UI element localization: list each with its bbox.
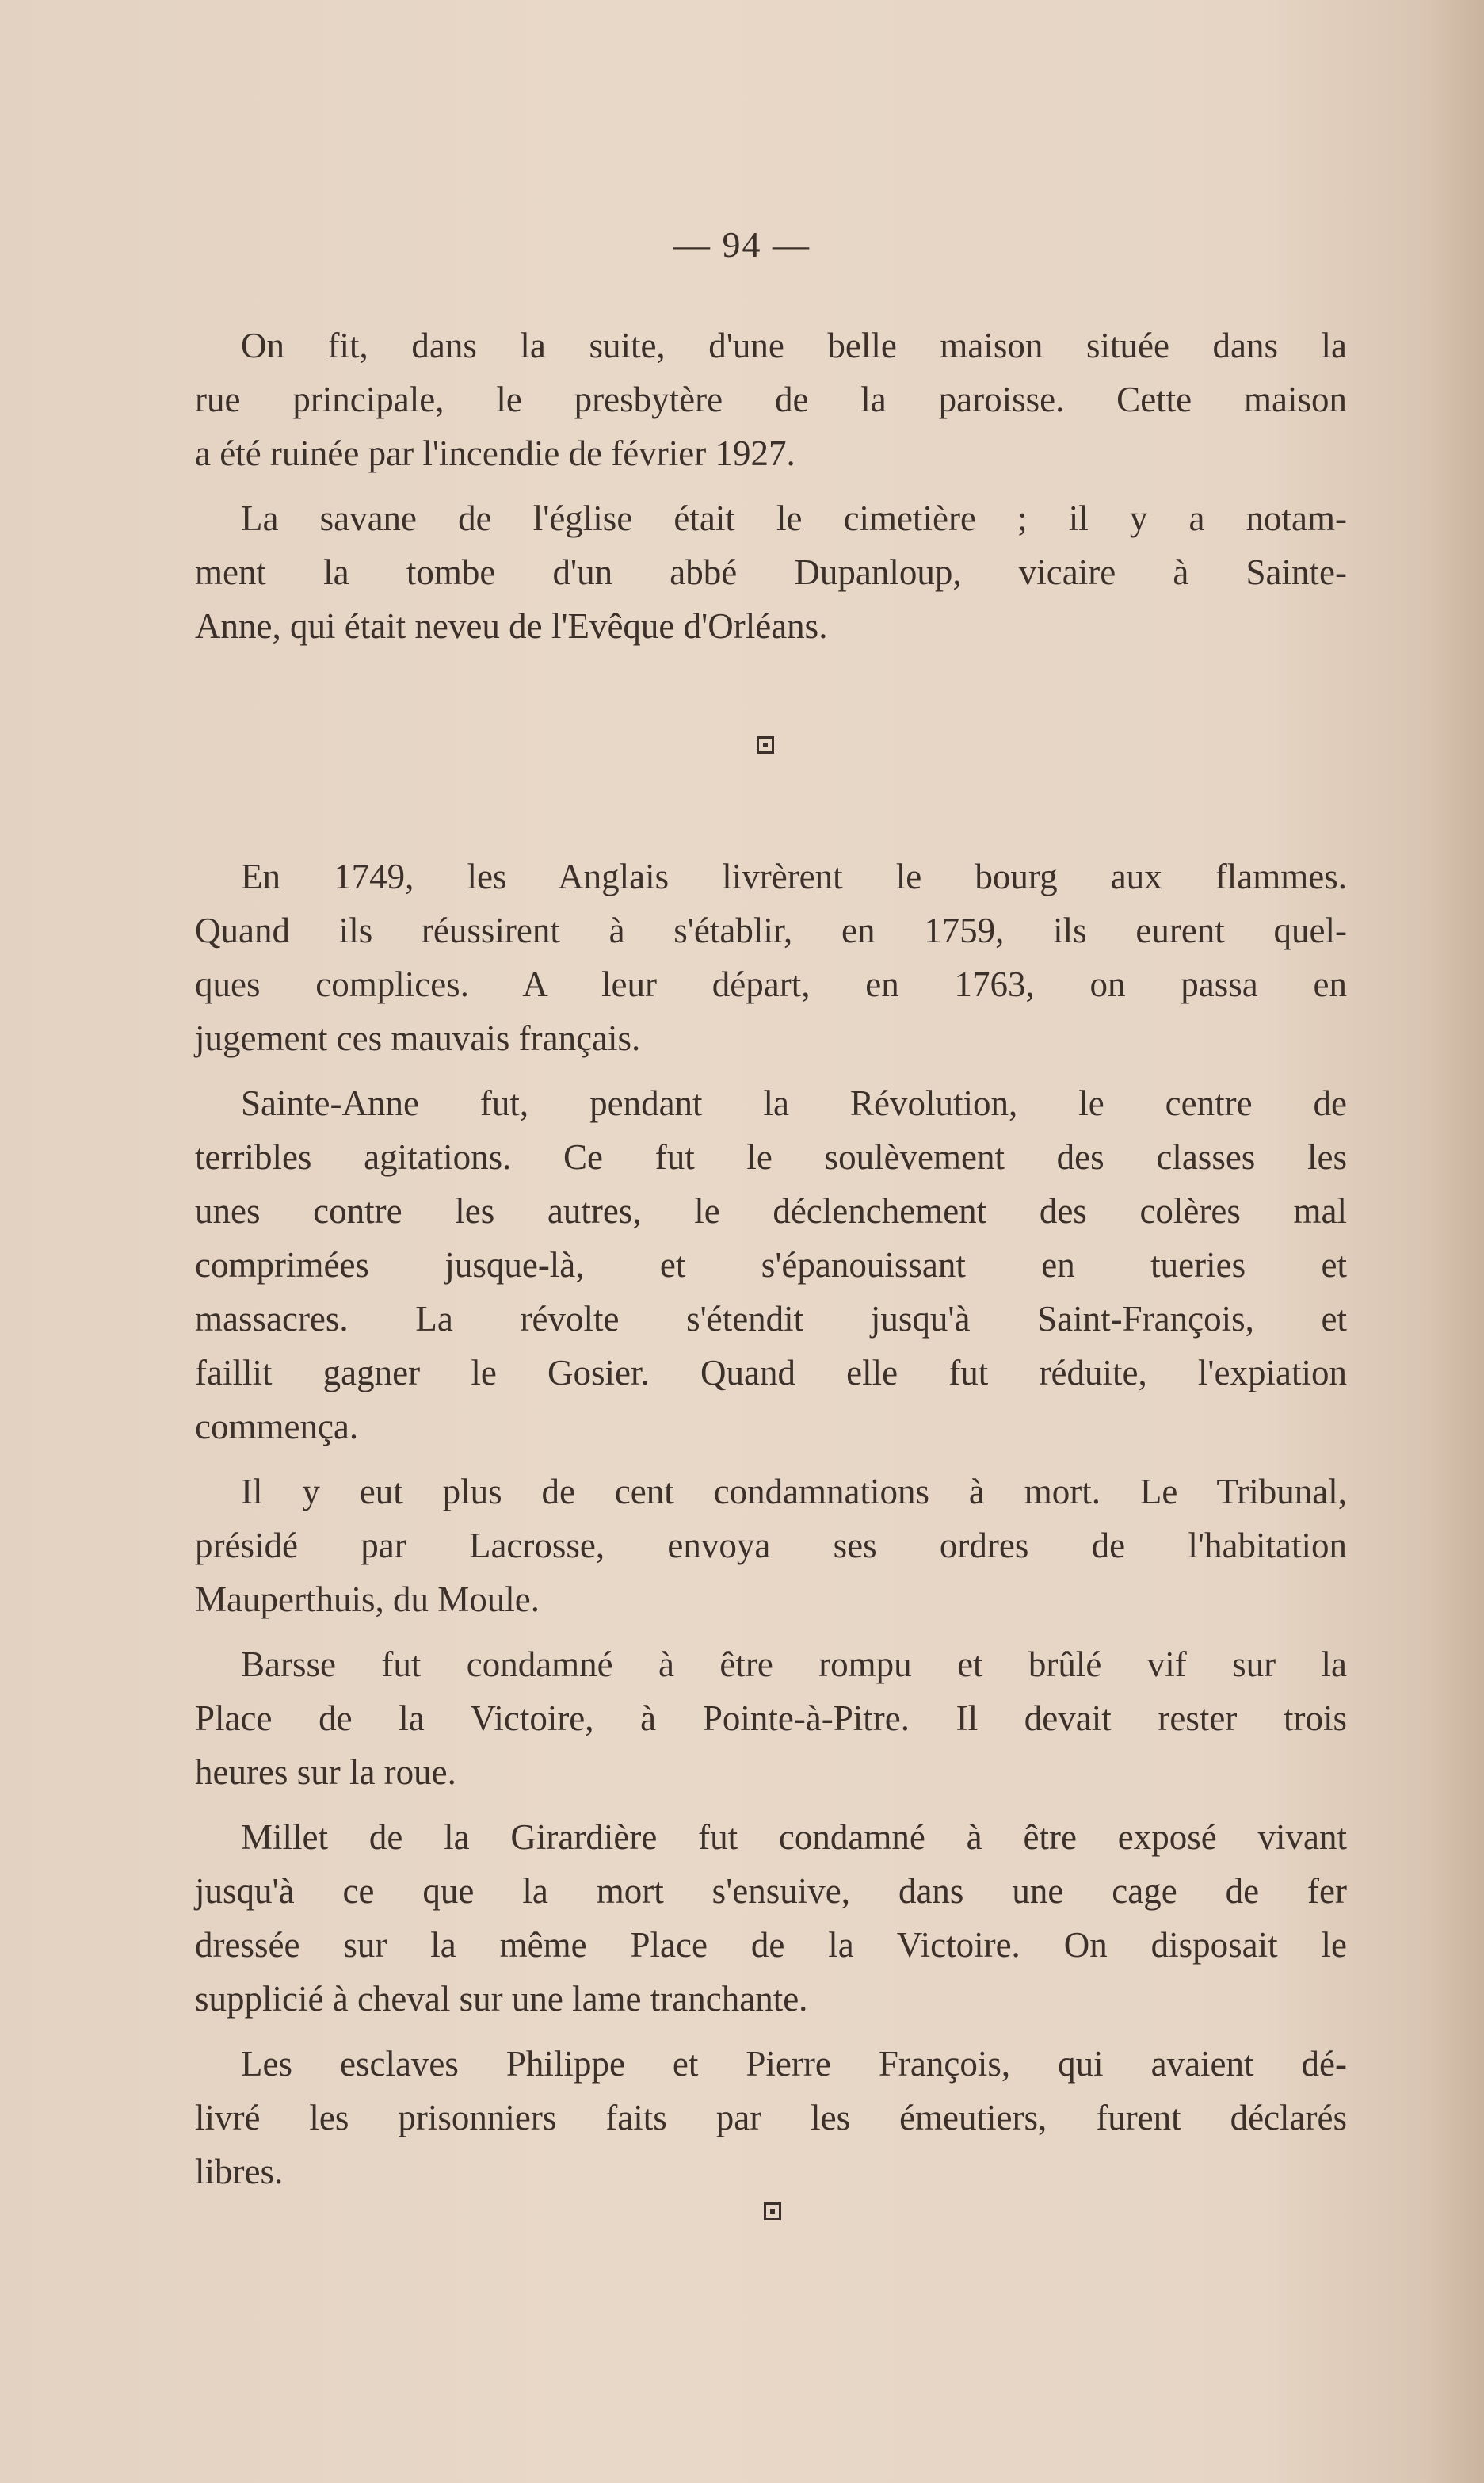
text-line: La savane de l'église était le cimetière ; il y a notam- — [241, 499, 1347, 538]
text-line: comprimées jusque-là, et s'épanouissant en tueries et — [195, 1245, 1347, 1285]
text-line: jusqu'à ce que la mort s'ensuive, dans une cage de fer — [195, 1871, 1347, 1911]
text-line: Anne, qui était neveu de l'Evêque d'Orléans. — [195, 606, 828, 646]
text-line: faillit gagner le Gosier. Quand elle fut réduite, l'expiation — [195, 1353, 1347, 1392]
text-line: Place de la Victoire, à Pointe-à-Pitre. Il devait rester trois — [195, 1698, 1347, 1738]
text-line: Quand ils réussirent à s'établir, en 1759, ils eurent quel- — [195, 911, 1347, 950]
paragraph — [195, 1465, 1347, 1626]
text-line: terribles agitations. Ce fut le soulèvement des classes les — [195, 1137, 1347, 1177]
paragraph — [195, 850, 1347, 1065]
paragraph — [195, 2037, 1347, 2198]
text-line: rue principale, le presbytère de la paroisse. Cette maison — [195, 380, 1347, 419]
text-line: ques complices. A leur départ, en 1763, on passa en — [195, 965, 1347, 1004]
text-line: En 1749, les Anglais livrèrent le bourg aux flammes. — [241, 857, 1347, 896]
paragraph — [195, 1076, 1347, 1454]
text-line: unes contre les autres, le déclenchement des colères mal — [195, 1191, 1347, 1231]
text-line: Mauperthuis, du Moule. — [195, 1580, 540, 1619]
section-ornament-icon — [764, 2202, 781, 2220]
paragraph — [195, 1637, 1347, 1799]
text-line: Les esclaves Philippe et Pierre François, qui avaient dé- — [241, 2044, 1347, 2084]
text-line: jugement ces mauvais français. — [195, 1018, 641, 1058]
text-line: présidé par Lacrosse, envoya ses ordres de l'habitation — [195, 1526, 1347, 1565]
text-line: ment la tombe d'un abbé Dupanloup, vicaire à Sainte- — [195, 552, 1347, 592]
text-section-1 — [195, 319, 1347, 653]
text-line: On fit, dans la suite, d'une belle maison située dans la — [241, 326, 1347, 365]
text-line: dressée sur la même Place de la Victoire. On disposait le — [195, 1925, 1347, 1965]
paragraph — [195, 1810, 1347, 2026]
text-section-2 — [195, 850, 1347, 2198]
section-ornament-icon — [757, 736, 774, 754]
text-line: a été ruinée par l'incendie de février 1927. — [195, 434, 795, 473]
text-line: heures sur la roue. — [195, 1752, 456, 1792]
paragraph — [195, 319, 1347, 480]
text-line: libres. — [195, 2152, 284, 2191]
page-number: — 94 — — [673, 224, 811, 265]
text-line: Il y eut plus de cent condamnations à mort. Le Tribunal, — [241, 1472, 1347, 1511]
paragraph — [195, 491, 1347, 653]
text-line: Barsse fut condamné à être rompu et brûlé vif sur la — [241, 1645, 1347, 1684]
text-line: supplicié à cheval sur une lame tranchante. — [195, 1979, 808, 2019]
text-line: commença. — [195, 1407, 359, 1446]
text-line: Millet de la Girardière fut condamné à être exposé vivant — [241, 1817, 1347, 1857]
text-line: Sainte-Anne fut, pendant la Révolution, le centre de — [241, 1083, 1347, 1123]
text-line: livré les prisonniers faits par les émeutiers, furent déclarés — [195, 2098, 1347, 2137]
text-line: massacres. La révolte s'étendit jusqu'à Saint-François, et — [195, 1299, 1347, 1339]
